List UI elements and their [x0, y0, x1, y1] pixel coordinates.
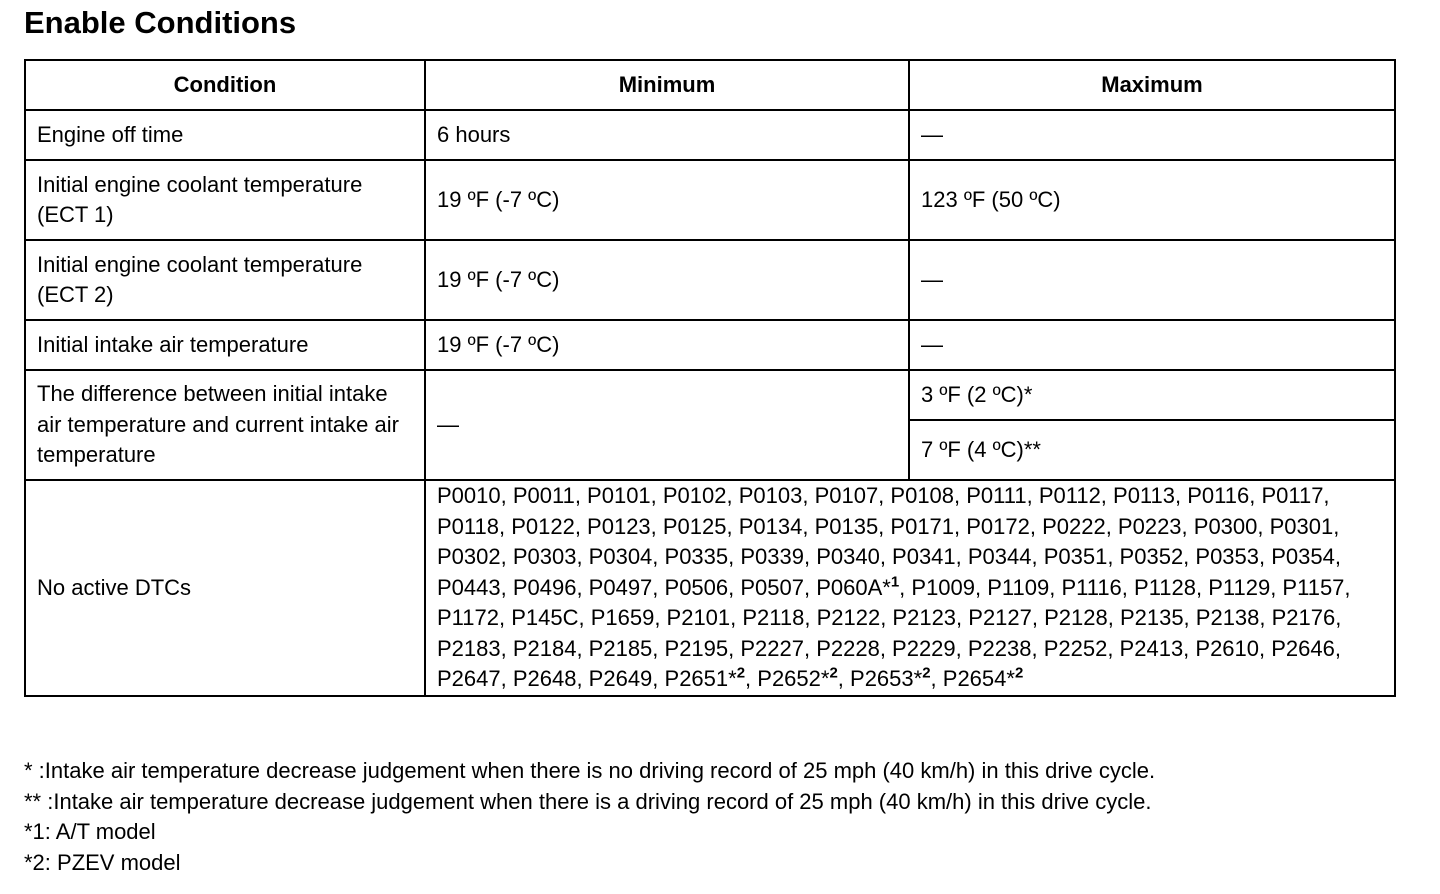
footnote-marker: 2 — [1014, 664, 1024, 682]
condition-cell: No active DTCs — [25, 480, 425, 696]
enable-conditions-table — [24, 59, 1396, 697]
maximum-cell: — — [909, 110, 1395, 160]
table-row — [25, 320, 1395, 370]
minimum-cell: 19 ºF (-7 ºC) — [425, 320, 909, 370]
page-title: Enable Conditions — [24, 5, 297, 40]
footnote-marker: 2 — [922, 664, 931, 682]
minimum-cell: 19 ºF (-7 ºC) — [425, 240, 909, 320]
table-header-row — [25, 60, 1395, 110]
footnote-marker: 1 — [890, 573, 900, 591]
dtc-list-cell — [425, 480, 1395, 696]
condition-cell: Initial engine coolant temperature (ECT 1) — [25, 160, 425, 240]
minimum-cell: 6 hours — [425, 110, 909, 160]
header-minimum: Minimum — [425, 60, 909, 110]
maximum-cell: 3 ºF (2 ºC)* — [909, 370, 1395, 420]
dtc-list-text: P0010, P0011, P0101, P0102, P0103, P0107, P0108, P0111, P0112, P0113, P0116, P0117, P0118, P0122, P0123, P0125, P0134, P0135, P0171, P0172, P0222, P0223, P0300, P0301, P0302, P0303, P0304, P0335, P0339, P0340, P0341, P0344, P0351, P0352, P0353, P0354, P0443, P0496, P0497, P0506, P0507, P060A* — [437, 483, 1341, 600]
table-row — [25, 110, 1395, 160]
footnote: * :Intake air temperature decrease judgement when there is no driving record of 25 mph (40 km/h) in this drive cycle. — [24, 758, 1156, 783]
dtc-list-text: , P1009, P1109, P1116, P1128, P1129, P1157, P1172, P145C, P1659, P2101, P2118, P2122, P2123, P2127, P2128, P2135, P2138, P2176, P2183, P2184, P2185, P2195, P2227, P2228, P2229, P2238, P2252, P2413, P2610, P2646, P2647, P2648, P2649, P2651* — [437, 574, 1351, 691]
maximum-cell: — — [909, 240, 1395, 320]
header-maximum: Maximum — [909, 60, 1395, 110]
dtc-list-text: , P2654* — [930, 666, 1015, 691]
footnote-marker: 2 — [829, 664, 838, 682]
maximum-cell: 123 ºF (50 ºC) — [909, 160, 1395, 240]
maximum-cell: — — [909, 320, 1395, 370]
footnote: *1: A/T model — [24, 819, 156, 844]
table-row — [25, 240, 1395, 320]
footnote-marker: 2 — [736, 664, 746, 682]
minimum-cell: 19 ºF (-7 ºC) — [425, 160, 909, 240]
footnote: ** :Intake air temperature decrease judgement when there is a driving record of 25 mph (40 km/h) in this drive cycle. — [24, 788, 1152, 814]
table-row — [25, 480, 1395, 696]
footnotes — [24, 756, 1155, 878]
header-condition: Condition — [25, 60, 425, 110]
condition-cell: The difference between initial intake air temperature and current intake air temperature — [25, 370, 425, 480]
condition-cell: Initial intake air temperature — [25, 320, 425, 370]
dtc-list-text: , P2653* — [837, 666, 923, 691]
maximum-cell: 7 ºF (4 ºC)** — [909, 420, 1395, 480]
footnote: *2: PZEV model — [24, 849, 181, 875]
table-row — [25, 370, 1395, 420]
table-row — [25, 160, 1395, 240]
dtc-list-text: , P2652* — [745, 666, 830, 691]
minimum-cell: — — [425, 370, 909, 480]
condition-cell: Engine off time — [25, 110, 425, 160]
condition-cell: Initial engine coolant temperature (ECT 2) — [25, 240, 425, 320]
